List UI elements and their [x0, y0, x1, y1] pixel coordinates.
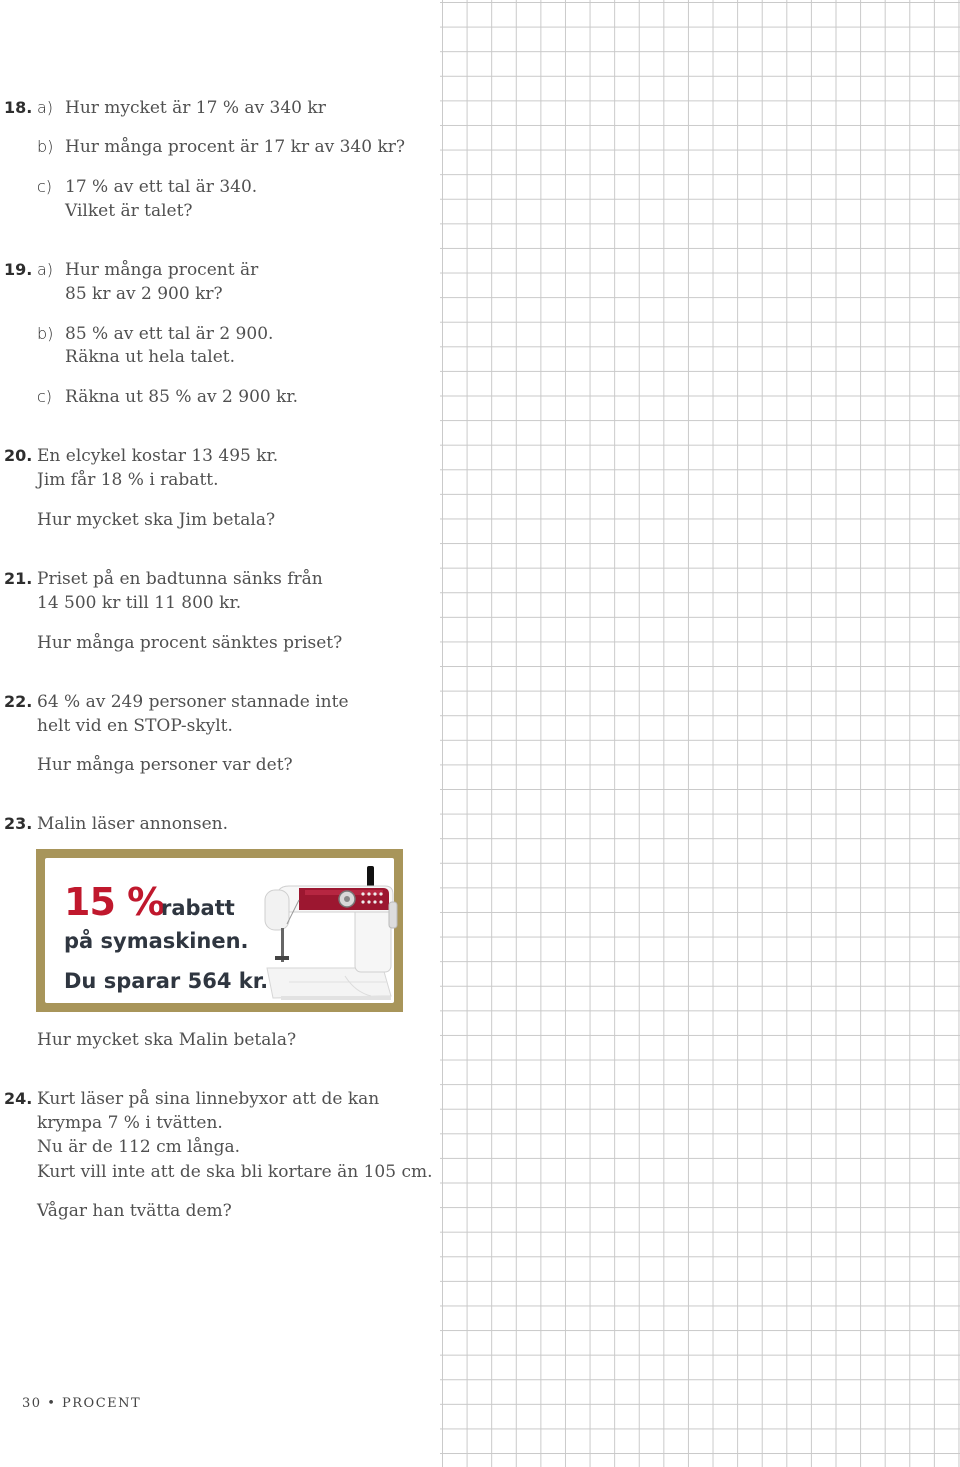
problem-question: Hur många personer var det?: [37, 755, 293, 775]
ad-rabatt-label: rabatt: [161, 896, 235, 920]
problem-text: 17 % av ett tal är 340.: [65, 177, 258, 197]
problem-text: Räkna ut 85 % av 2 900 kr.: [65, 387, 299, 407]
problem-text: helt vid en STOP-skylt.: [37, 716, 233, 736]
problem-question: Vågar han tvätta dem?: [37, 1201, 232, 1221]
problem-text: Räkna ut hela talet.: [65, 347, 235, 367]
problem-number: 18.: [4, 98, 33, 117]
ad-savings-line: Du sparar 564 kr.: [64, 969, 269, 993]
problem-text: 64 % av 249 personer stannade inte: [37, 692, 349, 712]
problem-text: Kurt vill inte att de ska bli kortare än 105 cm.: [37, 1162, 433, 1182]
problem-number: 22.: [4, 692, 33, 711]
problem-text: Nu är de 112 cm långa.: [37, 1137, 241, 1157]
problem-question: Hur mycket ska Malin betala?: [37, 1030, 297, 1050]
page-footer: [22, 1396, 141, 1411]
problem-text: krympa 7 % i tvätten.: [37, 1113, 223, 1133]
problem-text: Hur mycket är 17 % av 340 kr: [65, 98, 326, 118]
subproblem-label: b): [37, 137, 54, 156]
problem-number: 20.: [4, 446, 33, 465]
problem-text: Hur många procent är: [65, 260, 259, 280]
subproblem-label: b): [37, 324, 54, 343]
problem-text: Jim får 18 % i rabatt.: [37, 470, 219, 490]
ad-panel: [45, 858, 394, 1003]
problem-text: Vilket är talet?: [65, 201, 193, 221]
problem-text: 85 % av ett tal är 2 900.: [65, 324, 274, 344]
answer-grid: [440, 0, 960, 1467]
problem-text: 14 500 kr till 11 800 kr.: [37, 593, 242, 613]
ad-discount-percent: 15 %: [64, 880, 165, 924]
problem-text: Priset på en badtunna sänks från: [37, 569, 323, 589]
subproblem-label: a): [37, 260, 54, 279]
problem-text: 85 kr av 2 900 kr?: [65, 284, 223, 304]
page-number: 30: [22, 1396, 42, 1411]
problem-number: 23.: [4, 814, 33, 833]
problem-text: Malin läser annonsen.: [37, 814, 229, 834]
sewing-machine-icon: [259, 864, 401, 1006]
problem-question: Hur många procent sänktes priset?: [37, 633, 343, 653]
sewing-machine-ad: [36, 849, 403, 1012]
ad-product-line: på symaskinen.: [64, 929, 249, 953]
problem-number: 21.: [4, 569, 33, 588]
problem-number: 24.: [4, 1089, 33, 1108]
problem-number: 19.: [4, 260, 33, 279]
problem-text: Hur många procent är 17 kr av 340 kr?: [65, 137, 406, 157]
subproblem-label: a): [37, 98, 54, 117]
problem-text: En elcykel kostar 13 495 kr.: [37, 446, 279, 466]
subproblem-label: c): [37, 387, 53, 406]
subproblem-label: c): [37, 177, 53, 196]
problem-question: Hur mycket ska Jim betala?: [37, 510, 276, 530]
footer-separator: •: [47, 1396, 57, 1411]
problem-text: Kurt läser på sina linnebyxor att de kan: [37, 1089, 380, 1109]
section-title: PROCENT: [62, 1396, 142, 1411]
